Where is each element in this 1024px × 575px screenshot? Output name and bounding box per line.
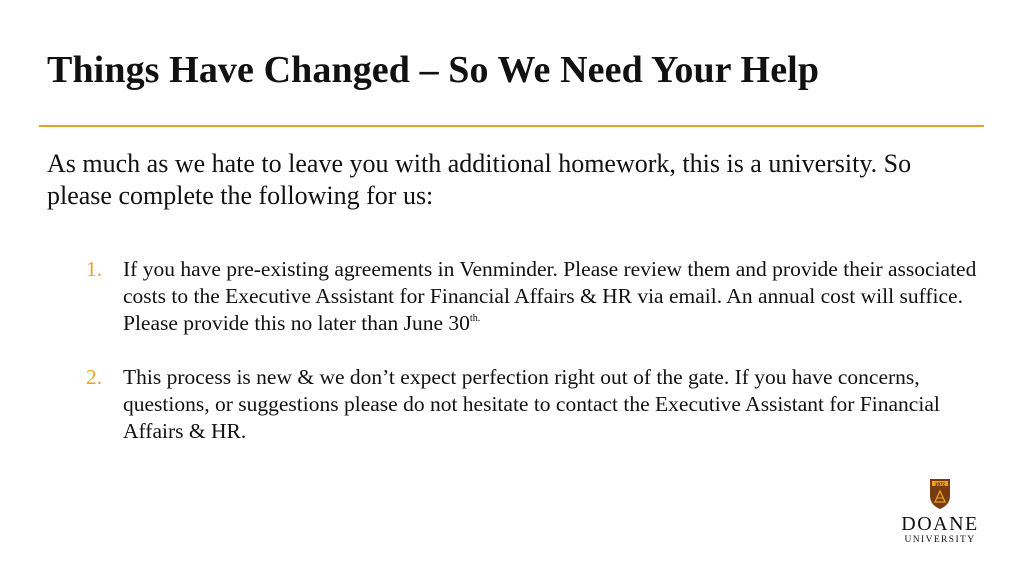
doane-university-logo (894, 478, 986, 548)
list-item-number: 2. (86, 365, 103, 389)
slide-title: Things Have Changed – So We Need Your Help (47, 49, 820, 91)
logo-subtitle: UNIVERSITY (904, 535, 976, 545)
list-item-number: 1. (86, 257, 103, 281)
list-item-superscript: th. (469, 313, 481, 324)
instructions-list (86, 256, 991, 472)
list-item-text: If you have pre-existing agreements in Venminder. Please review them and provide their associated costs to the Executive Assistant for Financial Affairs & HR via email. An annual cost will suffice. Please provide this no later than June 30 (123, 257, 977, 335)
shield-icon (929, 478, 951, 510)
logo-name: DOANE (901, 513, 979, 535)
list-item-text: This process is new & we don’t expect perfection right out of the gate. If you have concerns, questions, or suggestions please do not hesitate to contact the Executive Assistant for Financial Affairs & HR. (123, 365, 940, 443)
list-item (86, 364, 991, 445)
logo-year: 1872 (934, 481, 946, 487)
intro-text: As much as we hate to leave you with additional homework, this is a university. So please complete the following for us: (47, 149, 912, 210)
list-item (86, 256, 991, 337)
title-divider (39, 125, 984, 127)
